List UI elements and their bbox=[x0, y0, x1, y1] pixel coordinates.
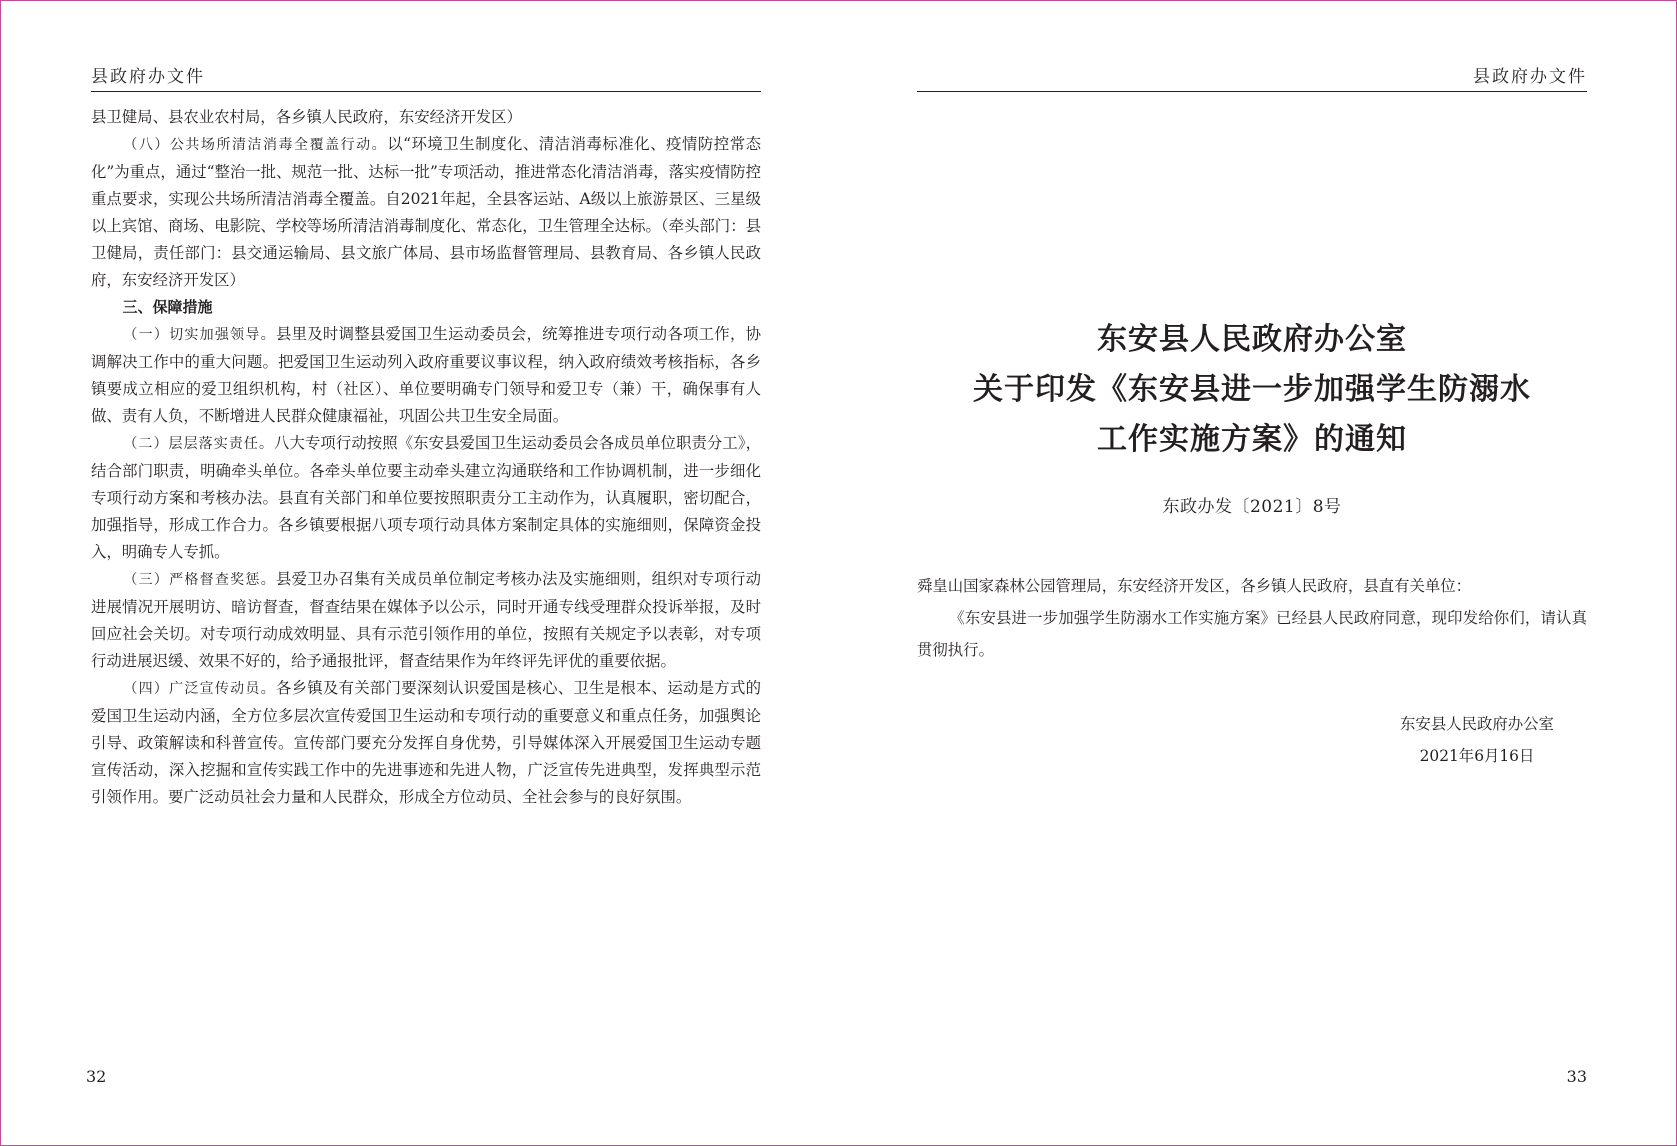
title-line: 工作实施方案》的通知 bbox=[1097, 422, 1407, 457]
paragraph-leadership bbox=[91, 321, 761, 430]
notice-body bbox=[917, 570, 1587, 666]
section-heading: 三、保障措施 bbox=[122, 298, 213, 316]
paragraph-publicity bbox=[91, 675, 761, 811]
paragraph-public-places bbox=[91, 131, 761, 294]
signature-date: 2021年6月16日 bbox=[1419, 747, 1535, 765]
notice-text: 《东安县进一步加强学生防溺水工作实施方案》已经县人民政府同意，现印发给你们，请认真贯彻执行。 bbox=[917, 609, 1587, 659]
item-heading: （二）层层落实责任。 bbox=[123, 436, 275, 452]
left-page bbox=[86, 0, 762, 1146]
document-number: 东政办发〔2021〕8号 bbox=[1162, 497, 1342, 517]
item-text: 各乡镇及有关部门要深刻认识爱国是核心、卫生是根本、运动是方式的爱国卫生运动内涵，全方位多层次宣传爱国卫生运动和专项行动的重要意义和重点任务，加强舆论引导、政策解读和科普宣传。宣传部门要充分发挥自身优势，引导媒体深入开展爱国卫生运动专题宣传活动，深入挖掘和宣传实践工作中的先进事迹和先进人物，广泛宣传先进典型，发挥典型示范引领作用。要广泛动员社会力量和人民群众，形成全方位动员、全社会参与的良好氛围。 bbox=[91, 679, 761, 806]
page-number-left: 32 bbox=[86, 1067, 107, 1086]
signature-org: 东安县人民政府办公室 bbox=[1400, 715, 1554, 733]
left-body-text bbox=[91, 104, 761, 811]
page-number-right: 33 bbox=[1566, 1067, 1587, 1086]
item-text: 八大专项行动按照《东安县爱国卫生运动委员会各成员单位职责分工》，结合部门职责，明确牵头单位。各牵头单位要主动牵头建立沟通联络和工作协调机制，进一步细化专项行动方案和考核办法。县直有关部门和单位要按照职责分工主动作为，认真履职，密切配合，加强指导，形成工作合力。各乡镇要根据八项专项行动具体方案制定具体的实施细则，保障资金投入，明确专人专抓。 bbox=[91, 434, 761, 561]
item-heading: （四）广泛宣传动员。 bbox=[123, 681, 276, 697]
paragraph-responsibility bbox=[91, 430, 761, 566]
item-heading: （八）公共场所清洁消毒全覆盖行动。 bbox=[123, 137, 388, 153]
item-text: 县里及时调整县爱国卫生运动委员会，统筹推进专项行动各项工作，协调解决工作中的重大问题。把爱国卫生运动列入政府重要议事议程，纳入政府绩效考核指标，各乡镇要成立相应的爱卫组织机构，村（社区）、单位要明确专门领导和爱卫专（兼）干，确保事有人做、责有人负，不断增进人民群众健康福祉，巩固公共卫生安全局面。 bbox=[91, 325, 761, 425]
paragraph-continuation: 县卫健局、县农业农村局，各乡镇人民政府，东安经济开发区） bbox=[91, 108, 522, 126]
addressee: 舜皇山国家森林公园管理局，东安经济开发区，各乡镇人民政府，县直有关单位： bbox=[917, 577, 1472, 595]
running-header-left: 县政府办文件 bbox=[91, 66, 761, 92]
item-text: 以“环境卫生制度化、清洁消毒标准化、疫情防控常态化”为重点，通过“整治一批、规范一批、达标一批”专项活动，推进常态化清洁消毒，落实疫情防控重点要求，实现公共场所清洁消毒全覆盖。自2021年起，全县客运站、A级以上旅游景区、三星级以上宾馆、商场、电影院、学校等场所清洁消毒制度化、常态化，卫生管理全达标。（牵头部门：县卫健局，责任部门：县交通运输局、县文旅广体局、县市场监督管理局、县教育局、各乡镇人民政府，东安经济开发区） bbox=[91, 135, 762, 289]
item-heading: （三）严格督查奖惩。 bbox=[123, 572, 276, 588]
item-text: 县爱卫办召集有关成员单位制定考核办法及实施细则，组织对专项行动进展情况开展明访、暗访督查，督查结果在媒体予以公示，同时开通专线受理群众投诉举报，及时回应社会关切。对专项行动成效明显、具有示范引领作用的单位，按照有关规定予以表彰，对专项行动进展迟缓、效果不好的，给予通报批评，督查结果作为年终评先评优的重要依据。 bbox=[91, 570, 761, 670]
document-title bbox=[917, 315, 1587, 465]
title-line: 东安县人民政府办公室 bbox=[1097, 322, 1407, 357]
item-heading: （一）切实加强领导。 bbox=[123, 327, 276, 343]
right-page bbox=[917, 0, 1587, 1146]
title-line: 关于印发《东安县进一步加强学生防溺水 bbox=[973, 372, 1531, 407]
signature-block bbox=[1377, 708, 1577, 772]
paragraph-supervision bbox=[91, 566, 761, 675]
running-header-right: 县政府办文件 bbox=[917, 66, 1587, 92]
